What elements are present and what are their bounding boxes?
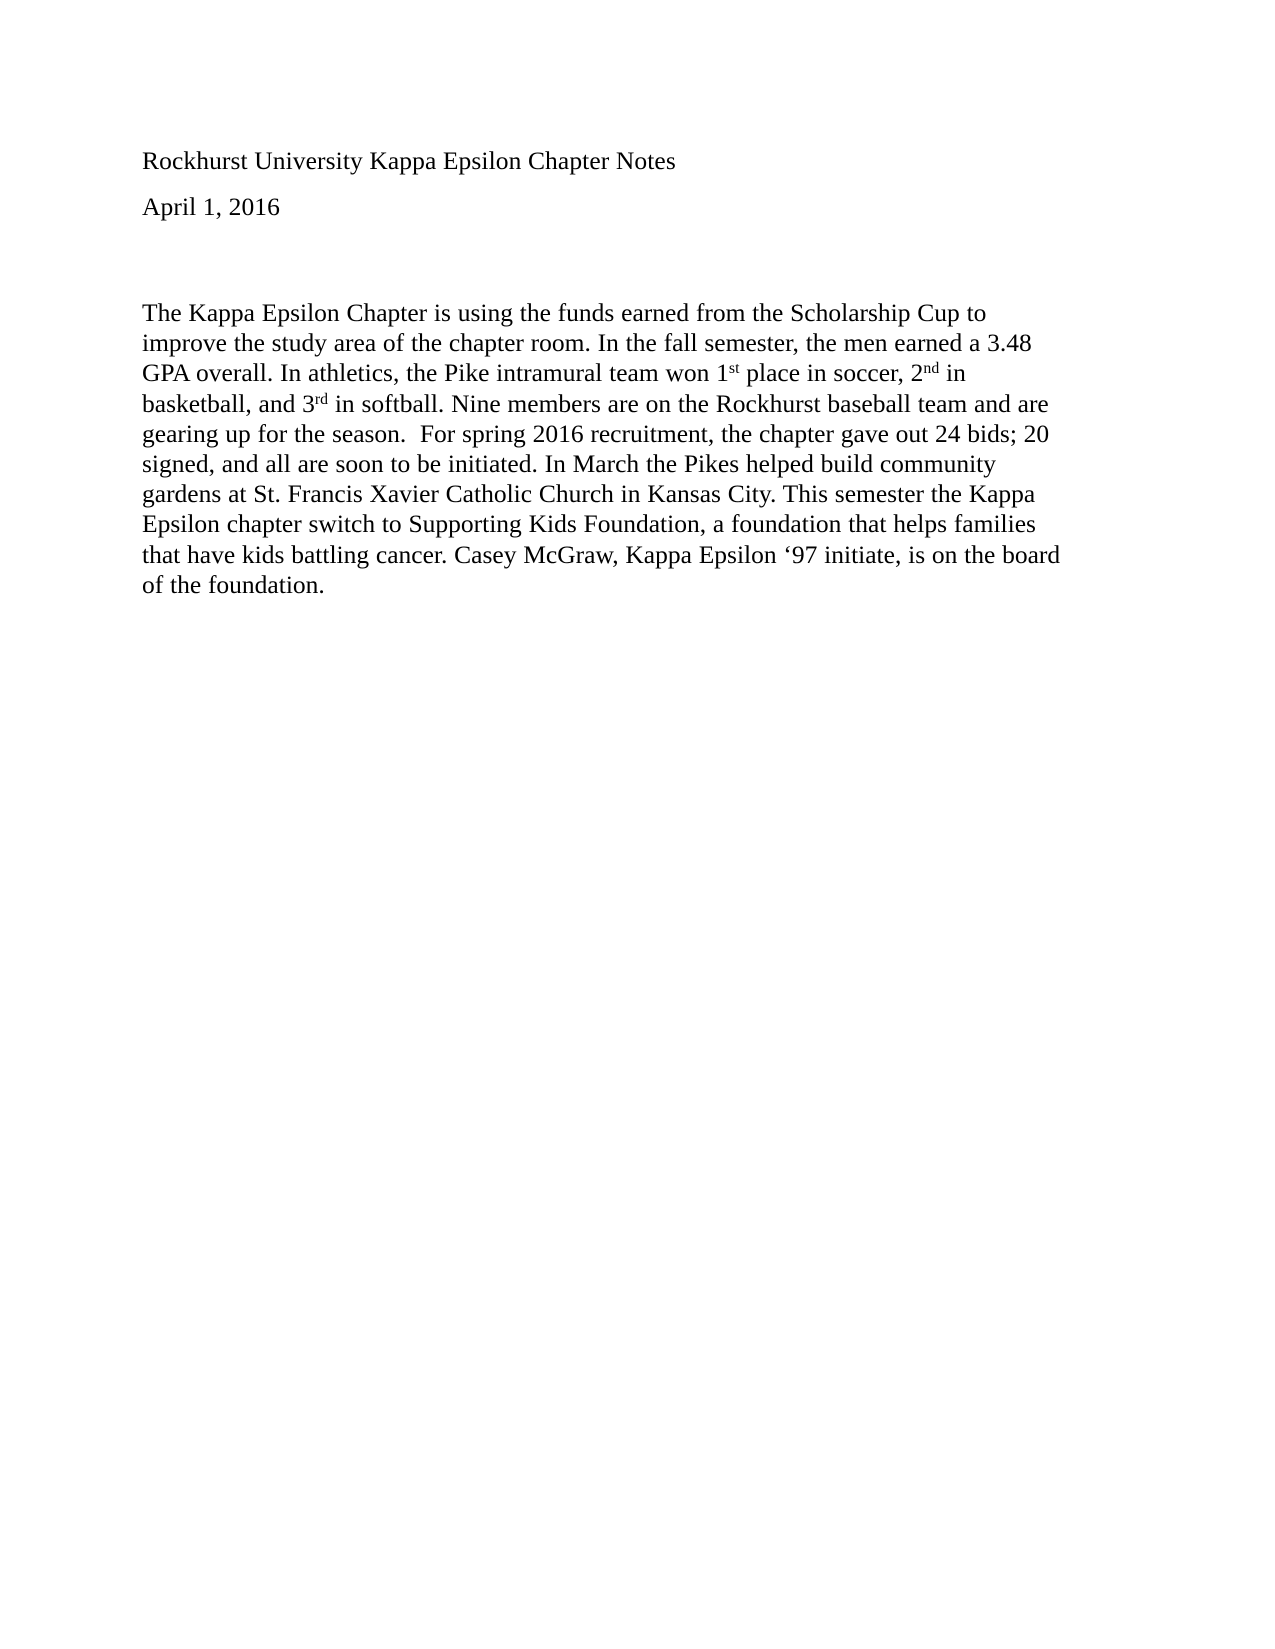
paragraph-segment-4: in softball. Nine members are on the Rockhurst baseball team and are gearing up for the season. For spring 2016 recruitment, the chapter gave out 24 bids; 20 signed, and all are soon to be initiated. In March the Pikes helped build community gardens at St. Francis Xavier Catholic Church in Kansas City. This semester the Kappa Epsilon chapter switch to Supporting Kids Foundation, a foundation that helps families that have kids battling cancer. Casey McGraw, Kappa Epsilon ‘97 initiate, is on the board of the foundation.: [142, 388, 1067, 599]
paragraph-spacer: [142, 230, 1077, 276]
document-title: Rockhurst University Kappa Epsilon Chapter Notes: [142, 146, 676, 175]
ordinal-suffix-third: rd: [314, 390, 329, 408]
ordinal-suffix-second: nd: [923, 360, 940, 378]
paragraph-segment-3: in basketball, and 3: [142, 358, 973, 418]
ordinal-suffix-first: st: [728, 360, 740, 378]
body-paragraph: [142, 298, 1077, 600]
document-date: April 1, 2016: [142, 192, 281, 221]
document-body: [142, 138, 1077, 626]
paragraph-segment-2: place in soccer, 2: [739, 358, 924, 388]
paragraph-segment-1: The Kappa Epsilon Chapter is using the funds earned from the Scholarship Cup to improve the study area of the chapter room. In the fall semester, the men earned a 3.48 GPA overall. In athletics, the Pike intramural team won 1: [142, 298, 1039, 388]
